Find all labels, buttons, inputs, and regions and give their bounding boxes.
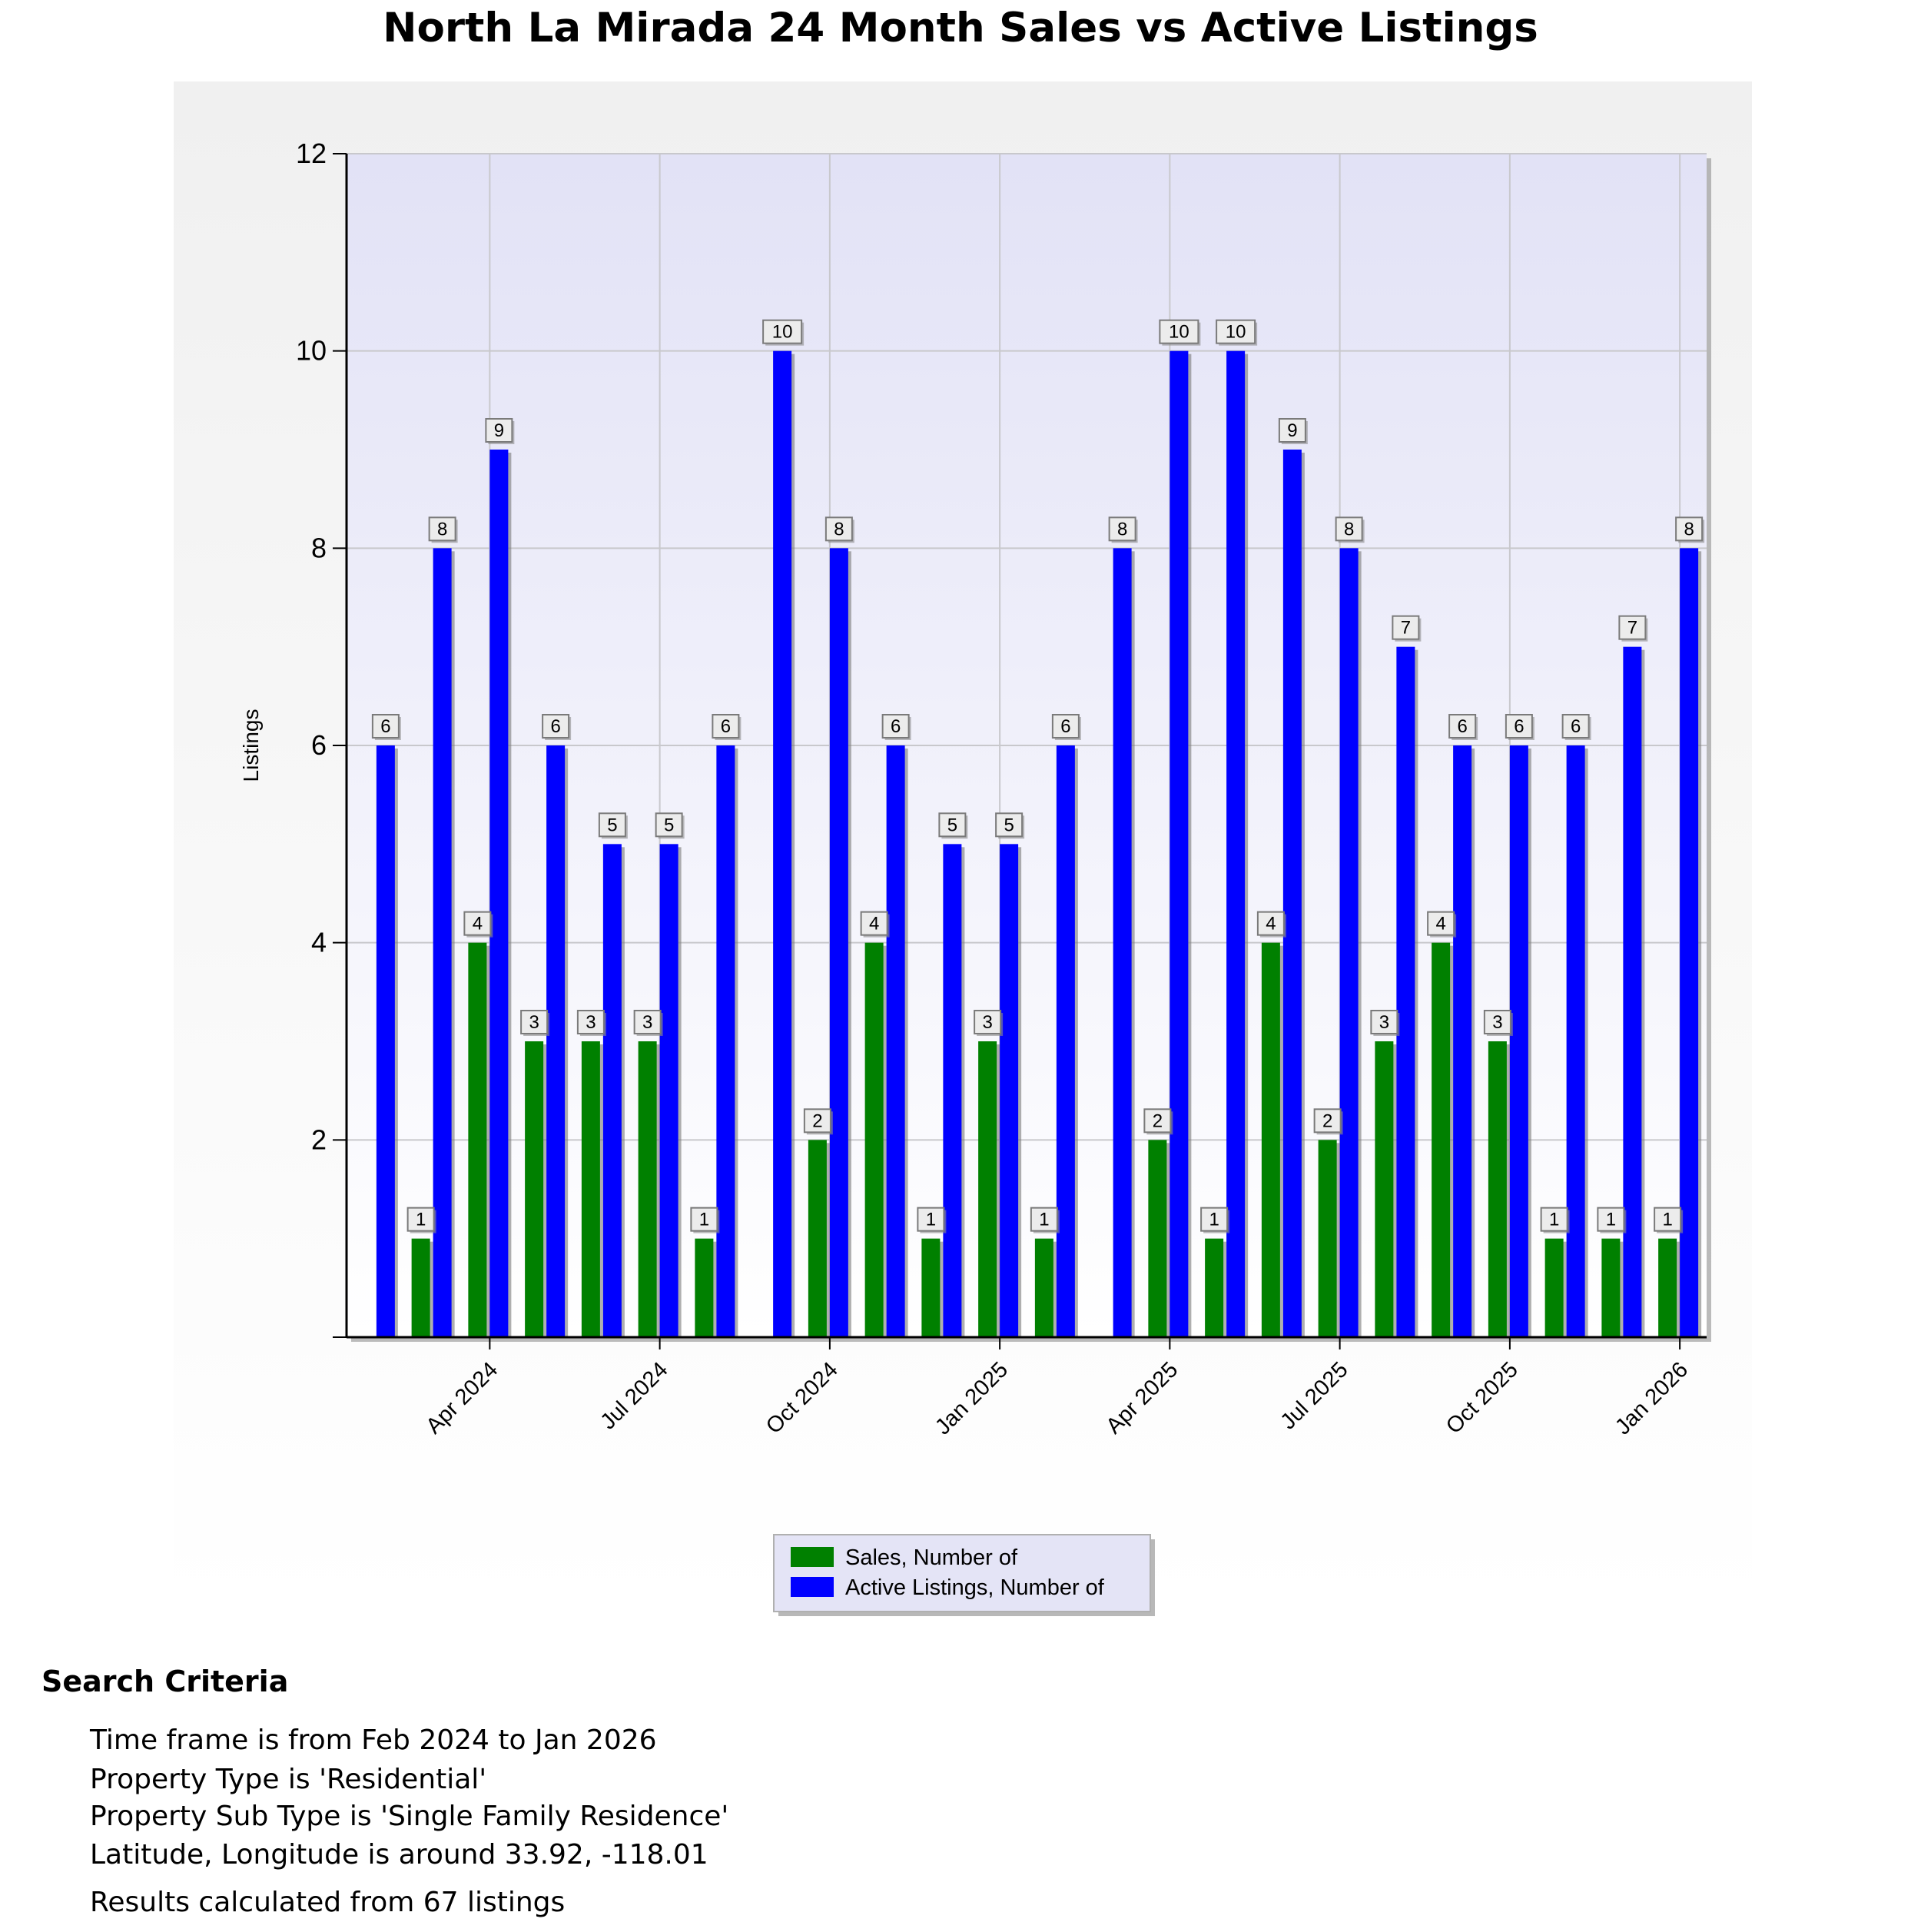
active-listings-value-label: 6 — [1060, 716, 1071, 737]
active-listings-value-label: 8 — [1684, 519, 1694, 540]
active-listings-value-label: 10 — [1225, 321, 1246, 343]
sales-bar — [1375, 1041, 1393, 1337]
sales-value-label: 4 — [472, 913, 483, 934]
criteria-property-type: Property Type is 'Residential' — [90, 1764, 487, 1795]
active-listings-bar — [1057, 745, 1075, 1337]
y-tick-label: 8 — [310, 532, 327, 564]
sales-value-label: 1 — [1209, 1209, 1219, 1230]
criteria-results-count: Results calculated from 67 listings — [90, 1887, 566, 1918]
sales-value-label: 1 — [1662, 1209, 1673, 1230]
sales-value-label: 1 — [1605, 1209, 1617, 1230]
active-listings-value-label: 6 — [720, 716, 732, 737]
active-listings-value-label: 10 — [1169, 321, 1189, 343]
active-listings-bar — [773, 351, 791, 1337]
sales-bar — [1319, 1140, 1337, 1337]
sales-value-label: 3 — [529, 1012, 539, 1033]
active-listings-bar — [377, 745, 395, 1337]
x-tick-label: Jan 2025 — [931, 1357, 1014, 1440]
sales-bar — [865, 943, 884, 1337]
sales-value-label: 3 — [982, 1012, 993, 1033]
sales-bar — [639, 1041, 657, 1337]
sales-value-label: 4 — [1435, 913, 1446, 934]
x-tick-label: Jul 2025 — [1276, 1357, 1353, 1435]
sales-value-label: 3 — [586, 1012, 596, 1033]
active-listings-value-label: 7 — [1400, 617, 1412, 639]
y-axis-label: Listings — [239, 709, 263, 782]
sales-value-label: 3 — [642, 1012, 653, 1033]
active-listings-value-label: 8 — [834, 519, 844, 540]
sales-bar — [412, 1239, 430, 1337]
active-listings-bar — [1340, 548, 1359, 1337]
legend-label-sales: Sales, Number of — [845, 1545, 1018, 1570]
active-listings-value-label: 6 — [1514, 716, 1525, 737]
sales-bar — [525, 1041, 543, 1337]
sales-bar — [1658, 1239, 1677, 1337]
active-listings-bar — [1396, 647, 1415, 1337]
active-listings-bar — [887, 745, 905, 1337]
sales-value-label: 3 — [1379, 1012, 1390, 1033]
sales-value-label: 2 — [812, 1110, 823, 1132]
sales-bar — [1205, 1239, 1223, 1337]
active-listings-value-label: 5 — [947, 815, 958, 836]
x-tick-label: Apr 2025 — [1101, 1357, 1183, 1439]
sales-bar — [1148, 1140, 1166, 1337]
active-listings-bar — [1283, 450, 1302, 1337]
active-listings-bar — [1226, 351, 1245, 1337]
active-listings-value-label: 10 — [771, 321, 793, 343]
active-listings-value-label: 6 — [1570, 716, 1581, 737]
y-tick-label: 2 — [310, 1124, 327, 1156]
x-tick-label: Oct 2024 — [761, 1357, 843, 1439]
sales-bar — [1488, 1041, 1507, 1337]
active-listings-bar — [830, 548, 848, 1337]
active-listings-value-label: 9 — [493, 420, 505, 441]
active-listings-value-label: 8 — [1343, 519, 1355, 540]
sales-bar — [1601, 1239, 1620, 1337]
legend-swatch-sales — [791, 1547, 834, 1567]
active-listings-value-label: 6 — [1457, 716, 1468, 737]
active-listings-bar — [1170, 351, 1188, 1337]
sales-bar — [1262, 943, 1280, 1337]
active-listings-value-label: 7 — [1627, 617, 1638, 639]
sales-bar — [1035, 1239, 1053, 1337]
active-listings-bar — [1000, 844, 1018, 1337]
sales-value-label: 1 — [698, 1209, 710, 1230]
chart-title: North La Mirada 24 Month Sales vs Active Listings — [383, 5, 1538, 51]
active-listings-value-label: 6 — [380, 716, 391, 737]
legend — [774, 1535, 1155, 1616]
active-listings-value-label: 5 — [663, 815, 675, 836]
sales-value-label: 3 — [1492, 1012, 1503, 1033]
sales-value-label: 1 — [925, 1209, 937, 1230]
active-listings-bar — [943, 844, 961, 1337]
y-tick-label: 12 — [295, 138, 327, 169]
active-listings-bar — [1623, 647, 1641, 1337]
y-tick-label: 10 — [295, 334, 327, 367]
sales-bar — [695, 1239, 713, 1337]
criteria-lat-long: Latitude, Longitude is around 33.92, -118.01 — [90, 1839, 708, 1871]
active-listings-value-label: 9 — [1287, 420, 1298, 441]
criteria-time-frame: Time frame is from Feb 2024 to Jan 2026 — [90, 1725, 657, 1756]
active-listings-bar — [546, 745, 565, 1337]
sales-bar — [978, 1041, 997, 1337]
active-listings-value-label: 5 — [1004, 815, 1014, 836]
active-listings-bar — [1510, 745, 1528, 1337]
x-tick-label: Jul 2024 — [596, 1357, 673, 1435]
sales-value-label: 2 — [1322, 1110, 1333, 1132]
active-listings-bar — [603, 844, 622, 1337]
active-listings-bar — [716, 745, 735, 1337]
sales-bar — [921, 1239, 940, 1337]
sales-value-label: 1 — [415, 1209, 426, 1230]
sales-value-label: 1 — [1548, 1209, 1560, 1230]
active-listings-value-label: 6 — [890, 716, 901, 737]
active-listings-value-label: 8 — [1116, 519, 1128, 540]
y-tick-label: 6 — [310, 729, 327, 761]
search-criteria-heading: Search Criteria — [41, 1665, 289, 1698]
x-tick-label: Oct 2025 — [1441, 1357, 1523, 1439]
active-listings-value-label: 6 — [550, 716, 561, 737]
sales-bar — [1432, 943, 1450, 1337]
sales-bar — [808, 1140, 827, 1337]
active-listings-bar — [660, 844, 678, 1337]
sales-bar — [582, 1041, 600, 1337]
legend-label-active-listings: Active Listings, Number of — [845, 1575, 1104, 1600]
active-listings-value-label: 5 — [607, 815, 618, 836]
active-listings-bar — [489, 450, 508, 1337]
active-listings-bar — [1113, 548, 1132, 1337]
x-tick-label: Apr 2024 — [421, 1357, 503, 1439]
sales-value-label: 1 — [1039, 1209, 1050, 1230]
sales-bar — [1545, 1239, 1564, 1337]
legend-swatch-active-listings — [791, 1577, 834, 1597]
sales-value-label: 4 — [868, 913, 880, 934]
sales-bar — [468, 943, 486, 1337]
active-listings-value-label: 8 — [436, 519, 448, 540]
criteria-property-sub-type: Property Sub Type is 'Single Family Residence' — [90, 1801, 729, 1832]
active-listings-bar — [1453, 745, 1471, 1337]
search-criteria — [41, 1665, 288, 1698]
sales-value-label: 2 — [1152, 1110, 1163, 1132]
active-listings-bar — [1567, 745, 1585, 1337]
x-tick-label: Jan 2026 — [1611, 1357, 1694, 1440]
y-tick-label: 4 — [310, 926, 327, 958]
sales-value-label: 4 — [1266, 913, 1276, 934]
